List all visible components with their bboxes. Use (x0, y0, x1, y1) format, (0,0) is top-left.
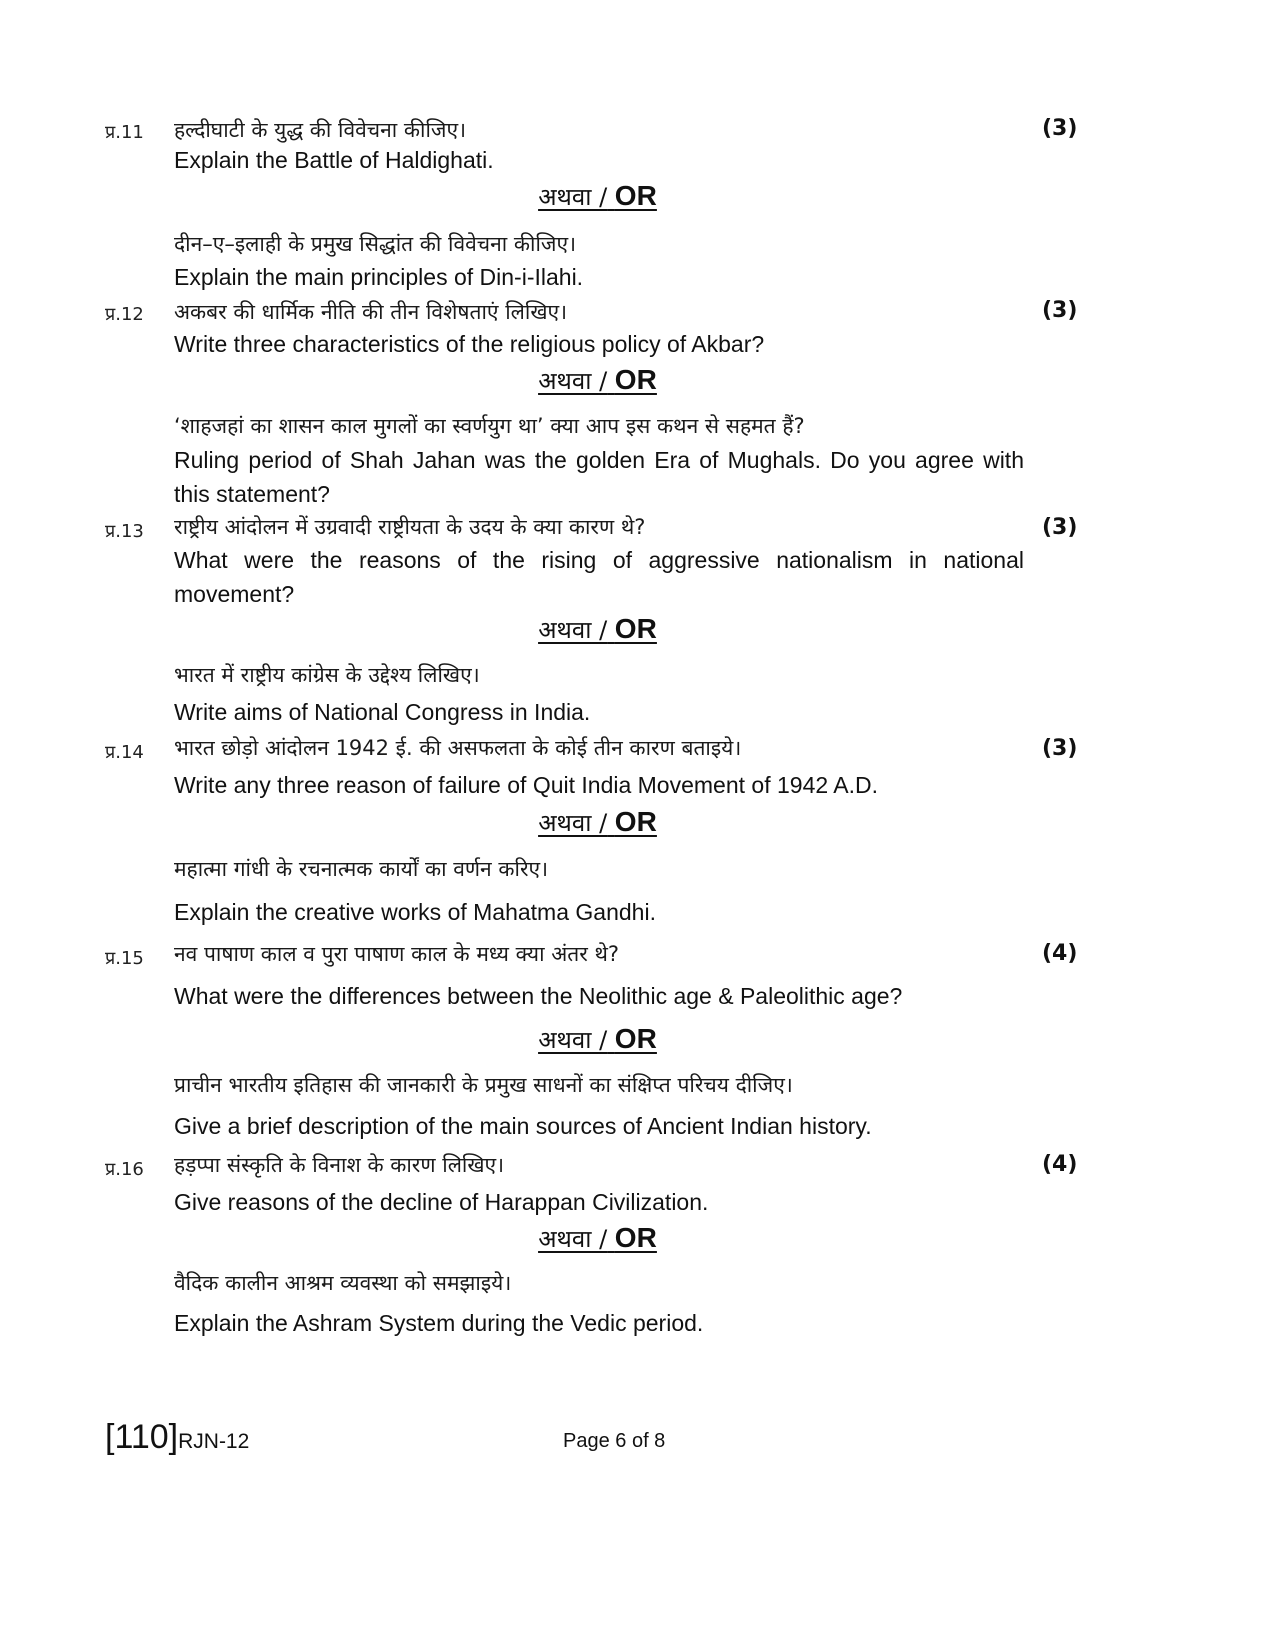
or-label-hindi: अथवा (538, 616, 592, 644)
alternative-text-hindi: भारत में राष्ट्रीय कांग्रेस के उद्देश्य लिखिए। (174, 663, 480, 687)
question-marks: (4) (1042, 1152, 1078, 1177)
question-number: प्र.12 (105, 304, 144, 325)
or-label-english: OR (614, 1023, 657, 1054)
question-number: प्र.16 (105, 1159, 144, 1180)
question-number: प्र.13 (105, 521, 144, 542)
question-marks: (4) (1042, 941, 1078, 966)
alternative-text-english: Explain the Ashram System during the Vedic period. (174, 1310, 704, 1336)
paper-code-number: [110] (105, 1418, 179, 1456)
alternative-text-english: Explain the creative works of Mahatma Gandhi. (174, 899, 656, 925)
or-label-hindi: अथवा (538, 809, 592, 837)
alternative-text-english: Explain the main principles of Din-i-Ilahi. (174, 264, 584, 290)
alternative-text-hindi: ‘शाहजहां का शासन काल मुगलों का स्वर्णयुग था’ क्या आप इस कथन से सहमत हैं? (174, 414, 805, 438)
or-label-english: OR (614, 364, 657, 395)
alternative-text-hindi: वैदिक कालीन आश्रम व्यवस्था को समझाइये। (174, 1271, 512, 1295)
alternative-text-english: Give a brief description of the main sources of Ancient Indian history. (174, 1113, 872, 1139)
or-separator: / (599, 183, 608, 211)
or-label-hindi: अथवा (538, 367, 592, 395)
or-separator: / (599, 367, 608, 395)
or-divider (0, 613, 1195, 646)
alternative-text-hindi: दीन–ए–इलाही के प्रमुख सिद्धांत की विवेचना कीजिए। (174, 232, 577, 256)
or-divider (0, 806, 1195, 839)
question-text-hindi: अकबर की धार्मिक नीति की तीन विशेषताएं लिखिए। (174, 300, 568, 324)
paper-code-label: RJN-12 (178, 1430, 250, 1453)
or-label-english: OR (614, 1222, 657, 1253)
or-divider (0, 1023, 1195, 1056)
alternative-text-english: Ruling period of Shah Jahan was the golden Era of Mughals. Do you agree with this statement? (174, 447, 1024, 507)
question-text-english: Write three characteristics of the religious policy of Akbar? (174, 331, 765, 357)
or-label-english: OR (614, 180, 657, 211)
or-divider (0, 1222, 1195, 1255)
or-separator: / (599, 1225, 608, 1253)
question-number: प्र.11 (105, 122, 144, 143)
question-text-hindi: राष्ट्रीय आंदोलन में उग्रवादी राष्ट्रीयता के उदय के क्या कारण थे? (174, 515, 646, 539)
or-divider (0, 364, 1195, 397)
question-marks: (3) (1042, 515, 1078, 540)
paper-code (105, 1418, 249, 1457)
or-divider (0, 180, 1195, 213)
question-text-hindi: नव पाषाण काल व पुरा पाषाण काल के मध्य क्या अंतर थे? (174, 942, 620, 966)
or-label-english: OR (614, 806, 657, 837)
question-text-hindi: भारत छोड़ो आंदोलन 1942 ई. की असफलता के कोई तीन कारण बताइये। (174, 736, 742, 760)
question-text-hindi: हड़प्पा संस्कृति के विनाश के कारण लिखिए। (174, 1153, 505, 1177)
alternative-text-hindi: प्राचीन भारतीय इतिहास की जानकारी के प्रमुख साधनों का संक्षिप्त परिचय दीजिए। (174, 1073, 793, 1097)
question-text-english: Give reasons of the decline of Harappan Civilization. (174, 1189, 709, 1215)
question-text-english: Explain the Battle of Haldighati. (174, 147, 494, 173)
alternative-text-english: Write aims of National Congress in India. (174, 699, 591, 725)
question-marks: (3) (1042, 116, 1078, 141)
or-label-hindi: अथवा (538, 1026, 592, 1054)
question-text-english: What were the reasons of the rising of aggressive nationalism in national movement? (174, 547, 1024, 607)
or-label-english: OR (614, 613, 657, 644)
or-label-hindi: अथवा (538, 183, 592, 211)
question-text-english: Write any three reason of failure of Quit India Movement of 1942 A.D. (174, 772, 879, 798)
question-text-hindi: हल्दीघाटी के युद्ध की विवेचना कीजिए। (174, 118, 467, 142)
or-separator: / (599, 616, 608, 644)
or-separator: / (599, 1026, 608, 1054)
question-number: प्र.14 (105, 742, 144, 763)
question-number: प्र.15 (105, 948, 144, 969)
or-label-hindi: अथवा (538, 1225, 592, 1253)
page-number: Page 6 of 8 (563, 1430, 666, 1452)
or-separator: / (599, 809, 608, 837)
question-marks: (3) (1042, 298, 1078, 323)
question-text-english: What were the differences between the Neolithic age & Paleolithic age? (174, 983, 903, 1009)
alternative-text-hindi: महात्मा गांधी के रचनात्मक कार्यों का वर्णन करिए। (174, 857, 549, 881)
question-marks: (3) (1042, 736, 1078, 761)
